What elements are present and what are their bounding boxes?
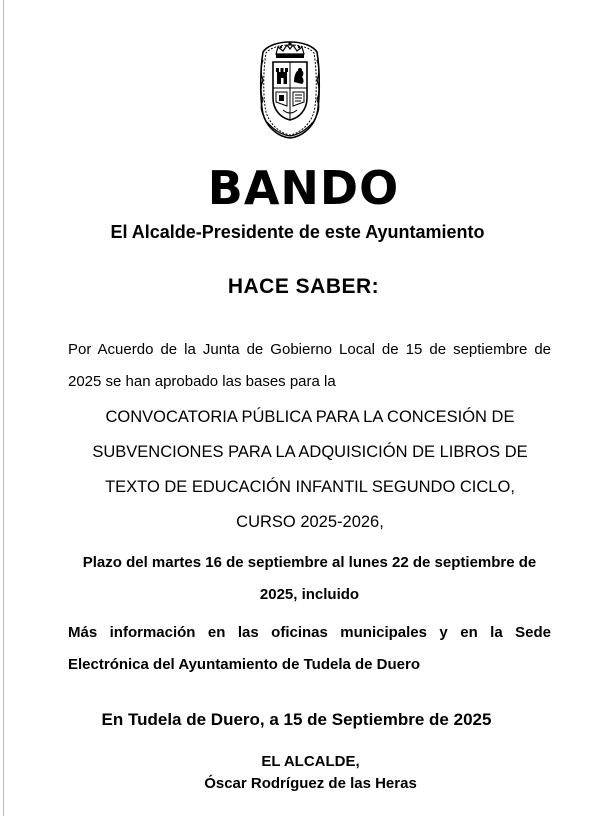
place-date: En Tudela de Duero, a 15 de Septiembre de 2025	[101, 710, 492, 729]
info-text: Más información en las oficinas municipales y en la Sede Electrónica del Ayuntamiento de Tudela de Duero	[68, 624, 551, 673]
signer-name: Óscar Rodríguez de las Heras	[204, 775, 417, 792]
convocatoria-line: CONVOCATORIA PÚBLICA PARA LA CONCESIÓN DE	[105, 408, 515, 426]
agreement-paragraph: Por Acuerdo de la Junta de Gobierno Local de 15 de septiembre de 2025 se han aprobado las bases para la	[68, 341, 551, 390]
convocatoria-line: SUBVENCIONES PARA LA ADQUISICIÓN DE LIBROS DE	[92, 443, 528, 461]
convocatoria-block	[60, 400, 560, 540]
signer-role: EL ALCALDE,	[261, 753, 360, 770]
convocatoria-line: TEXTO DE EDUCACIÓN INFANTIL SEGUNDO CICLO,	[105, 478, 515, 496]
document-title: BANDO	[207, 161, 400, 215]
convocatoria-line: CURSO 2025-2026,	[236, 513, 384, 531]
page-edge-rule	[3, 0, 4, 816]
intro-line: El Alcalde-Presidente de este Ayuntamiento	[110, 222, 485, 242]
announce-heading: HACE SABER:	[227, 275, 380, 298]
coat-of-arms-icon	[257, 40, 323, 140]
deadline-text: Plazo del martes 16 de septiembre al lunes 22 de septiembre de 2025, incluido	[82, 554, 537, 603]
